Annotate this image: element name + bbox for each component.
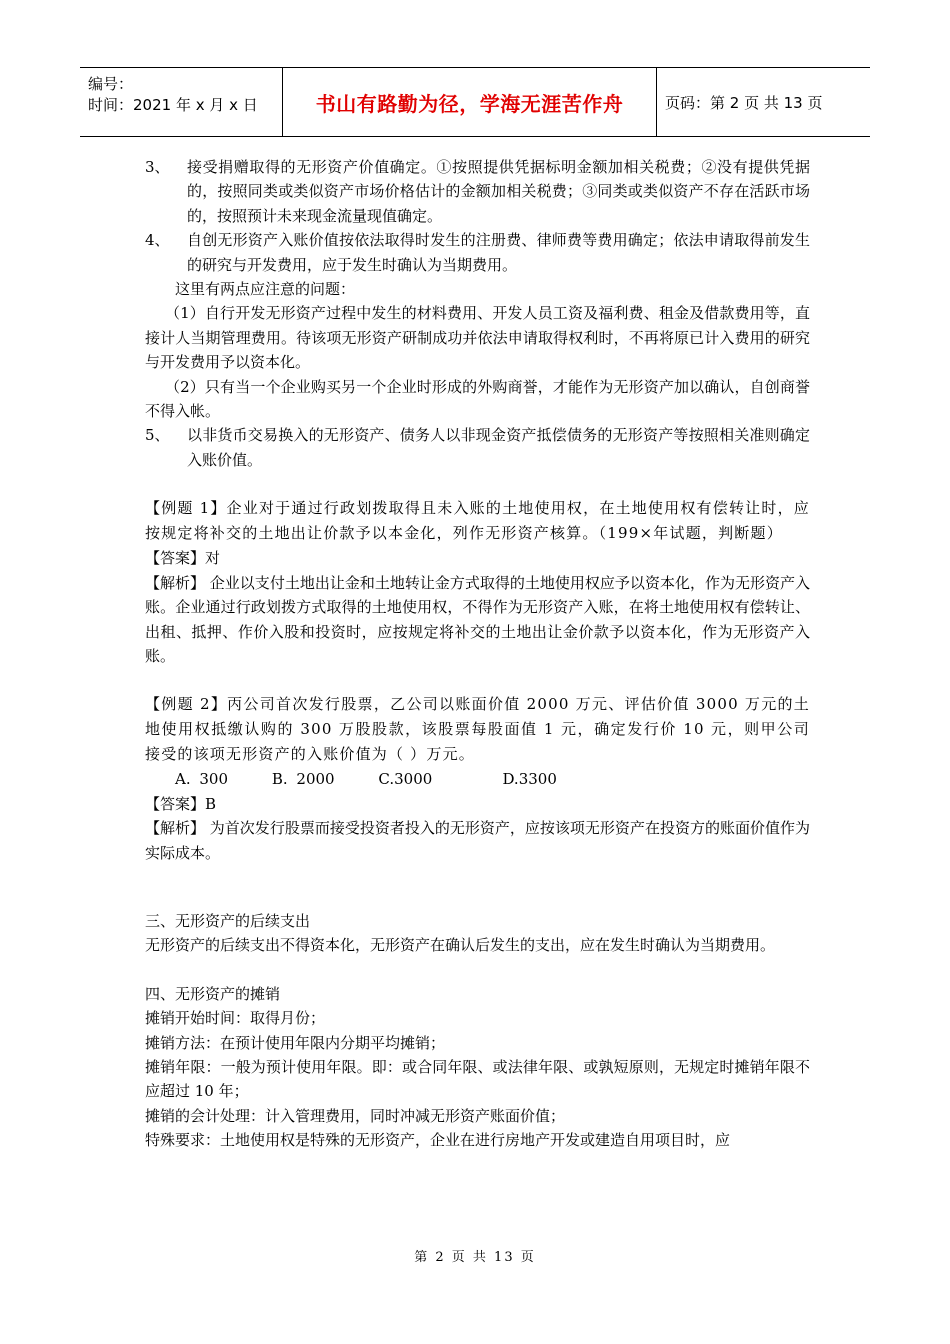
list-text: 接受捐赠取得的无形资产价值确定。①按照提供凭据标明金额加相关税费；②没有提供凭据的，按照同类或类似资产市场价格估计的金额加相关税费；③同类或类似资产不存在活跃市场的，按照预计未来现金流量现值确定。 <box>187 158 810 225</box>
example-2-answer: 【答案】B <box>145 794 217 813</box>
header-page-info: 页码：第 2 页 共 13 页 <box>665 93 823 112</box>
example-2-options: A. 300 B. 2000 C.3000 D.3300 <box>175 770 557 789</box>
header-motto: 书山有路勤为径，学海无涯苦作舟 <box>283 68 657 136</box>
section-3-title: 三、无形资产的后续支出 <box>145 911 311 930</box>
example-2-analysis: 【解析】 为首次发行股票而接受投资者投入的无形资产，应按该项无形资产在投资方的账面价值作为实际成本。 <box>145 819 810 862</box>
section-3-text: 无形资产的后续支出不得资本化，无形资产在确认后发生的支出，应在发生时确认为当期费用。 <box>145 936 776 955</box>
page-header <box>80 67 870 137</box>
section-4-method: 摊销方法：在预计使用年限内分期平均摊销； <box>145 1033 446 1052</box>
page-footer: 第 2 页 共 13 页 <box>414 1250 536 1265</box>
list-text: 以非货币交易换入的无形资产、债务人以非现金资产抵偿债务的无形资产等按照相关准则确定入账价值。 <box>187 426 810 469</box>
list-number: 4、 <box>145 231 170 250</box>
example-1-question: 【例题 1】企业对于通过行政划拨取得且未入账的土地使用权，在土地使用权有偿转让时，应按规定将补交的土地出让价款予以本金化，列作无形资产核算。（199×年试题，判断题） <box>145 499 810 543</box>
section-4-title: 四、无形资产的摊销 <box>145 984 281 1003</box>
section-4-accounting: 摊销的会计处理：计入管理费用，同时冲减无形资产账面价值； <box>145 1106 566 1125</box>
section-4-start: 摊销开始时间：取得月份； <box>145 1009 326 1028</box>
list-item-4 <box>145 228 810 277</box>
example-2-question: 【例题 2】丙公司首次发行股票，乙公司以账面价值 2000 万元、评估价值 3000 万元的土地使用权抵缴认购的 300 万股股款，该股票每股面值 1 元，确定发行价 10 元，则甲公司接受的该项无形资产的入账价值为（ ）万元。 <box>145 695 810 764</box>
list-item-3 <box>145 155 810 228</box>
document-body <box>145 155 810 1153</box>
header-meta <box>80 68 283 136</box>
example-1-analysis: 【解析】 企业以支付土地出让金和土地转让金方式取得的土地使用权应予以资本化，作为无形资产入账。企业通过行政划拨方式取得的土地使用权，不得作为无形资产入账，在将土地使用权有偿转让、出租、抵押、作价入股和投资时，应按规定将补交的土地出让金价款予以资本化，作为无形资产入账。 <box>145 573 810 665</box>
list-text: 自创无形资产入账价值按依法取得时发生的注册费、律师费等费用确定；依法申请取得前发生的研究与开发费用，应于发生时确认为当期费用。 <box>187 231 810 274</box>
note-2: （2）只有当一个企业购买另一个企业时形成的外购商誉，才能作为无形资产加以确认，自创商誉不得入帐。 <box>145 377 810 421</box>
section-4-years: 摊销年限：一般为预计使用年限。即：或合同年限、或法律年限、或孰短原则，无规定时摊销年限不应超过 10 年； <box>145 1057 810 1101</box>
list-number: 5、 <box>145 426 170 445</box>
code-label: 编号： <box>88 75 134 93</box>
section-4-special: 特殊要求：土地使用权是特殊的无形资产，企业在进行房地产开发或建造自用项目时，应 <box>145 1131 731 1150</box>
note-1: （1）自行开发无形资产过程中发生的材料费用、开发人员工资及福利费、租金及借款费用等，直接计人当期管理费用。待该项无形资产研制成功并依法申请取得权利时，不再将原已计入费用的研究与开发费用予以资本化。 <box>145 304 810 372</box>
list-item-5 <box>145 423 810 472</box>
list-number: 3、 <box>145 158 170 176</box>
example-1-answer: 【答案】对 <box>145 549 221 568</box>
time-label: 时间：2021 年 x 月 x 日 <box>88 96 258 114</box>
note-intro: 这里有两点应注意的问题： <box>175 280 356 299</box>
